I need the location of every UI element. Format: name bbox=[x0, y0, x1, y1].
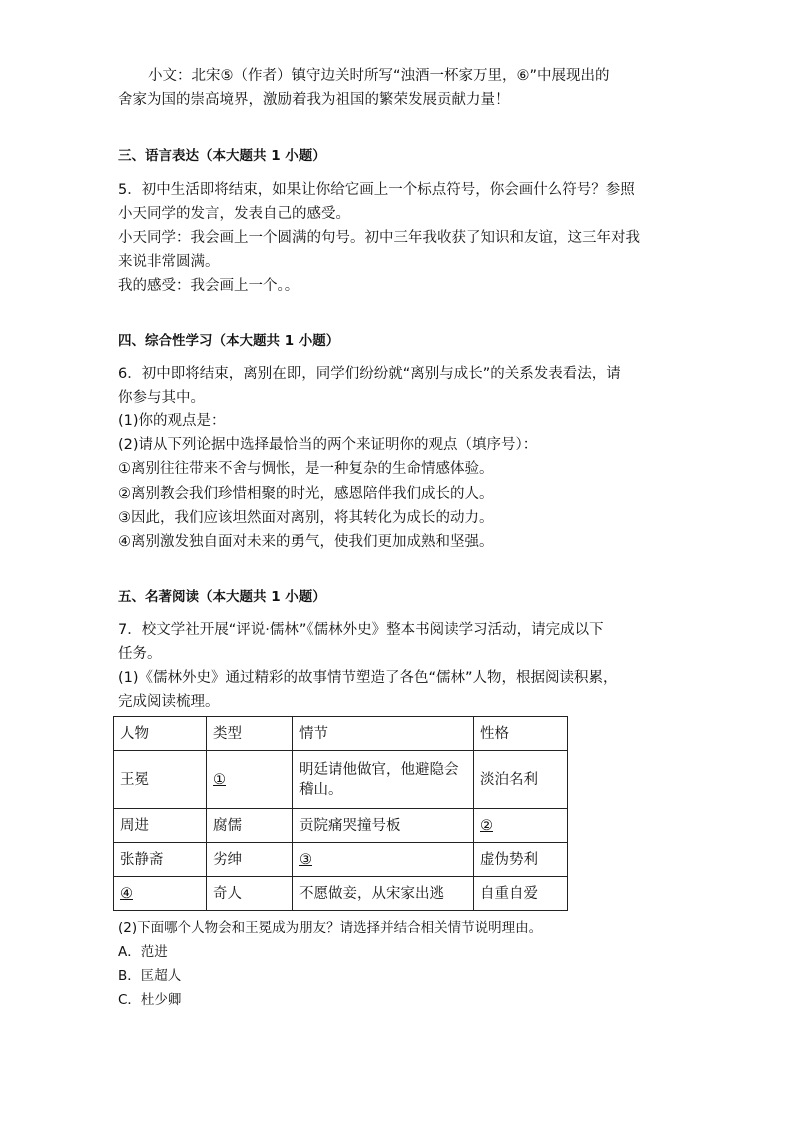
table-cell: 腐儒 bbox=[207, 809, 293, 843]
table-header-cell: 情节 bbox=[293, 717, 474, 751]
table-cell: 自重自爱 bbox=[474, 877, 568, 911]
section-4-heading: 四、综合性学习（本大题共 1 小题） bbox=[118, 333, 340, 349]
q5-line-5: 我的感受：我会画上一个。。 bbox=[118, 278, 300, 294]
table-cell: 虚伪势利 bbox=[474, 843, 568, 877]
table-cell: 王冕 bbox=[114, 751, 207, 809]
table-header-cell: 类型 bbox=[207, 717, 293, 751]
table-cell: 贡院痛哭撞号板 bbox=[293, 809, 474, 843]
table-cell: 奇人 bbox=[207, 877, 293, 911]
q6-option-3: ③因此，我们应该坦然面对离别，将其转化为成长的动力。 bbox=[118, 510, 494, 526]
table-cell: 淡泊名利 bbox=[474, 751, 568, 809]
q6-sub-2: (2)请从下列论据中选择最恰当的两个来证明你的观点（填序号）： bbox=[118, 437, 538, 453]
table-cell: 明廷请他做官，他避隐会稽山。 bbox=[293, 751, 474, 809]
q7-choice-a: A．范进 bbox=[118, 944, 168, 960]
q7-choice-c: C．杜少卿 bbox=[118, 992, 182, 1008]
table-cell: 不愿做妾，从宋家出逃 bbox=[293, 877, 474, 911]
table-header-cell: 人物 bbox=[114, 717, 207, 751]
section-5-heading: 五、名著阅读（本大题共 1 小题） bbox=[118, 589, 326, 605]
q7-sub-1-line-1: (1)《儒林外史》通过精彩的故事情节塑造了各色“儒林”人物，根据阅读积累， bbox=[118, 670, 618, 686]
section-3-heading: 三、语言表达（本大题共 1 小题） bbox=[118, 148, 326, 164]
q6-line-1: 6．初中即将结束，离别在即，同学们纷纷就“离别与成长”的关系发表看法，请 bbox=[118, 366, 621, 382]
q6-option-1: ①离别往往带来不舍与惆怅，是一种复杂的生命情感体验。 bbox=[118, 461, 494, 477]
table-blank-cell bbox=[293, 843, 474, 877]
table-row bbox=[114, 809, 568, 843]
intro-line-1: 小文：北宋⑤（作者）镇守边关时所写“浊酒一杯家万里，⑥”中展现出的 bbox=[148, 68, 610, 84]
q6-sub-1: (1)你的观点是： bbox=[118, 413, 226, 429]
q7-line-1: 7．校文学社开展“评说·儒林”《儒林外史》整本书阅读学习活动，请完成以下 bbox=[118, 622, 604, 638]
intro-line-2: 舍家为国的崇高境界，激励着我为祖国的繁荣发展贡献力量！ bbox=[118, 92, 510, 108]
q7-sub-1-line-2: 完成阅读梳理。 bbox=[118, 694, 220, 710]
q7-choice-b: B．匡超人 bbox=[118, 968, 182, 984]
table-header-cell: 性格 bbox=[474, 717, 568, 751]
reading-table bbox=[113, 716, 568, 911]
q6-option-4: ④离别激发独自面对未来的勇气，使我们更加成熟和坚强。 bbox=[118, 534, 494, 550]
blank-marker: ③ bbox=[299, 851, 312, 868]
q5-line-2: 小天同学的发言，发表自己的感受。 bbox=[118, 206, 350, 222]
table-header-row bbox=[114, 717, 568, 751]
q6-option-2: ②离别教会我们珍惜相聚的时光，感恩陪伴我们成长的人。 bbox=[118, 486, 494, 502]
table-cell: 张静斋 bbox=[114, 843, 207, 877]
table-cell: 劣绅 bbox=[207, 843, 293, 877]
q5-line-1: 5．初中生活即将结束，如果让你给它画上一个标点符号，你会画什么符号？参照 bbox=[118, 182, 635, 198]
blank-marker: ② bbox=[480, 817, 493, 834]
table-blank-cell bbox=[114, 877, 207, 911]
table-row bbox=[114, 751, 568, 809]
table-cell: 周进 bbox=[114, 809, 207, 843]
blank-marker: ④ bbox=[120, 885, 133, 902]
q5-line-3: 小天同学：我会画上一个圆满的句号。初中三年我收获了知识和友谊，这三年对我 bbox=[118, 230, 640, 246]
table-row bbox=[114, 843, 568, 877]
q7-sub-2: (2)下面哪个人物会和王冕成为朋友？请选择并结合相关情节说明理由。 bbox=[118, 920, 543, 936]
q7-line-2: 任务。 bbox=[118, 646, 162, 662]
table-blank-cell bbox=[474, 809, 568, 843]
q5-line-4: 来说非常圆满。 bbox=[118, 254, 220, 270]
table-row bbox=[114, 877, 568, 911]
blank-marker: ① bbox=[213, 771, 226, 788]
table-blank-cell bbox=[207, 751, 293, 809]
q6-line-2: 你参与其中。 bbox=[118, 390, 205, 406]
